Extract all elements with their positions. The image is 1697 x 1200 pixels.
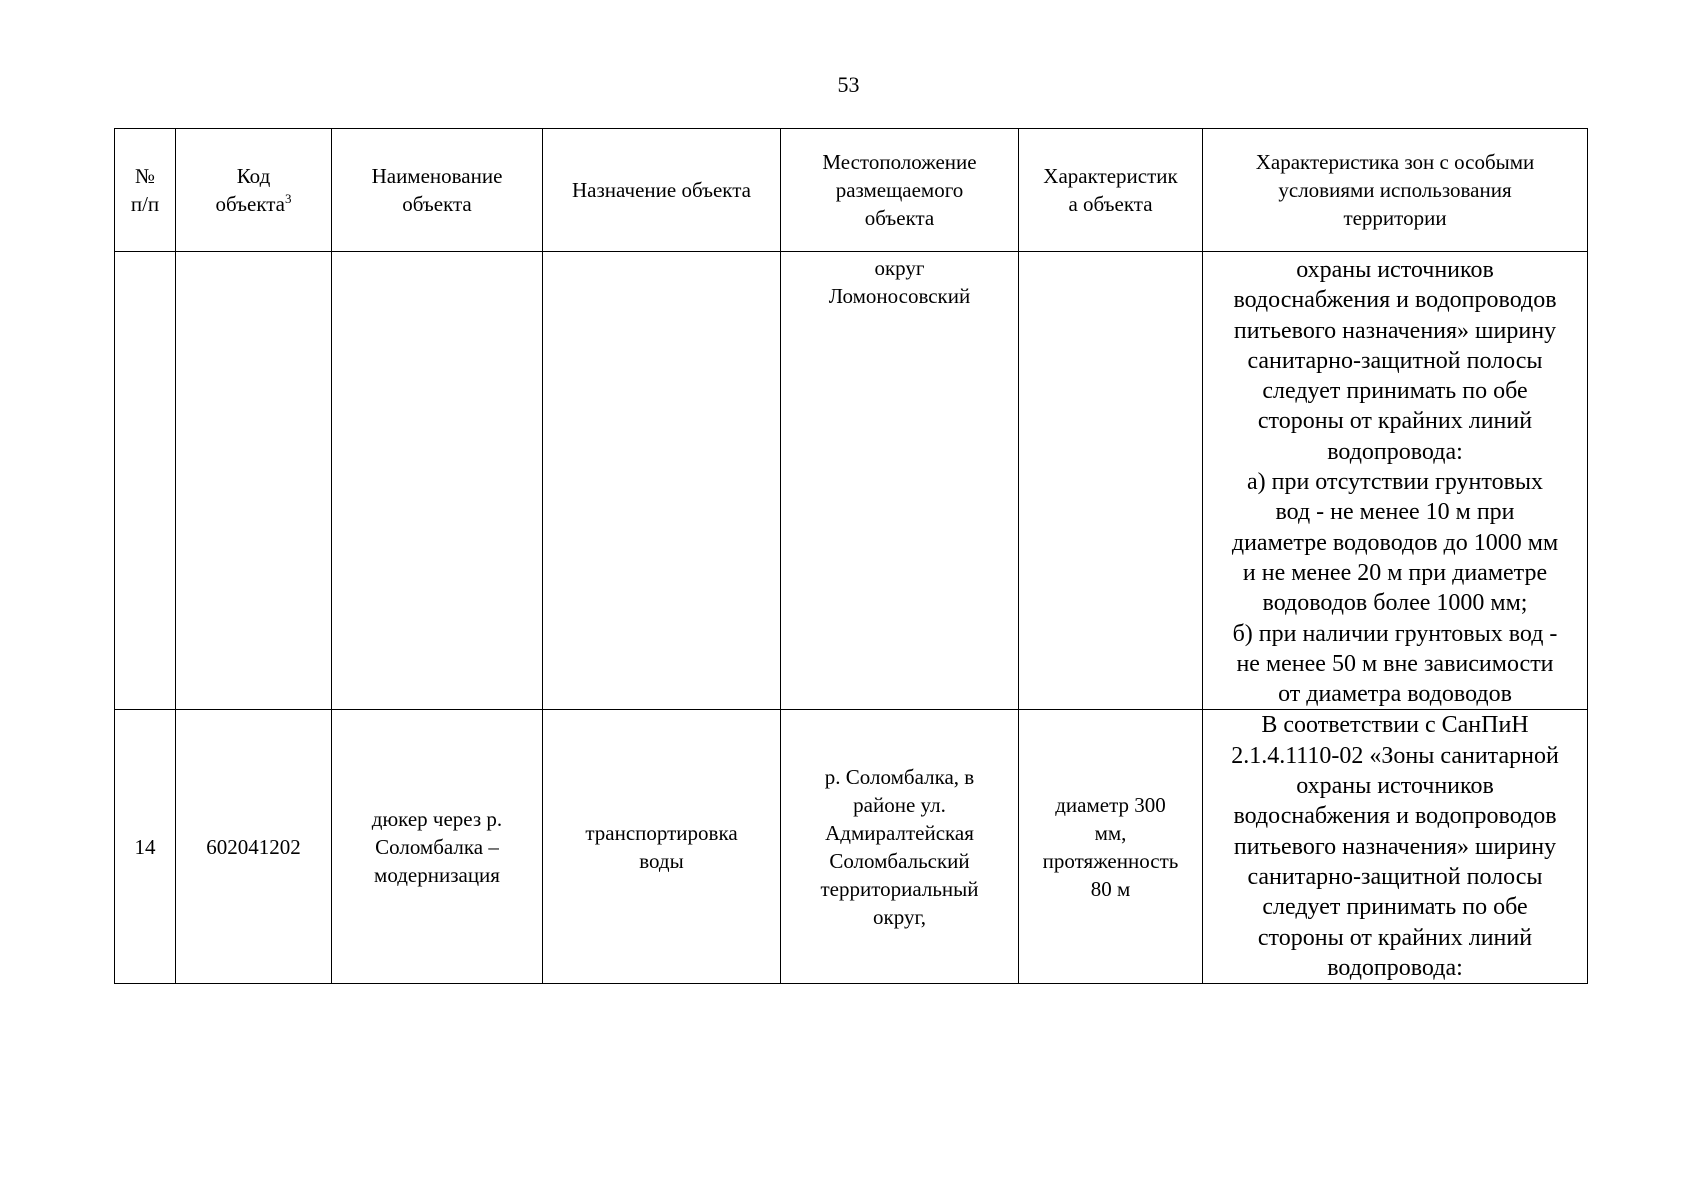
table-row [115,252,1588,710]
header-code: Код объекта$^3$ [176,129,332,252]
header-location: Местоположение размещаемого объекта [781,129,1019,252]
cell-purpose [543,252,781,710]
header-name: Наименование объекта [332,129,543,252]
cell-num [115,252,176,710]
header-zones: Характеристика зон с особыми условиями использования территории [1203,129,1588,252]
code-footnote-mark: 3 [285,191,292,206]
cell-location: р. Соломбалка, в районе ул. Адмиралтейская Соломбальский территориальный округ, [781,710,1019,984]
table-header-row [115,129,1588,252]
cell-code: 602041202 [176,710,332,984]
page-number: 53 [837,72,860,97]
cell-location: округ Ломоносовский [781,252,1019,710]
cell-characteristics [1019,252,1203,710]
cell-purpose: транспортировка воды [543,710,781,984]
header-num: № п/п [115,129,176,252]
cell-zones: В соответствии с СанПиН 2.1.4.1110-02 «Зоны санитарной охраны источников водоснабжения и водопроводов питьевого назначения» ширину санитарно-защитной полосы следует принимать по обе стороны от крайних линий водопровода: [1203,710,1588,984]
header-purpose: Назначение объекта [543,129,781,252]
objects-table [114,128,1588,984]
cell-code [176,252,332,710]
cell-num: 14 [115,710,176,984]
cell-name [332,252,543,710]
header-characteristics: Характеристик а объекта [1019,129,1203,252]
table-row [115,710,1588,984]
cell-zones: охраны источников водоснабжения и водопроводов питьевого назначения» ширину санитарно-защитной полосы следует принимать по обе стороны от крайних линий водопровода: а) при отсутствии грунтовых вод - не менее 10 м при диаметре водоводов до 1000 мм и не менее 20 м при диаметре водоводов более 1000 мм; б) при наличии грунтовых вод - не менее 50 м вне зависимости от диаметра водоводов [1203,252,1588,710]
cell-name: дюкер через р. Соломбалка – модернизация [332,710,543,984]
cell-characteristics: диаметр 300 мм, протяженность 80 м [1019,710,1203,984]
